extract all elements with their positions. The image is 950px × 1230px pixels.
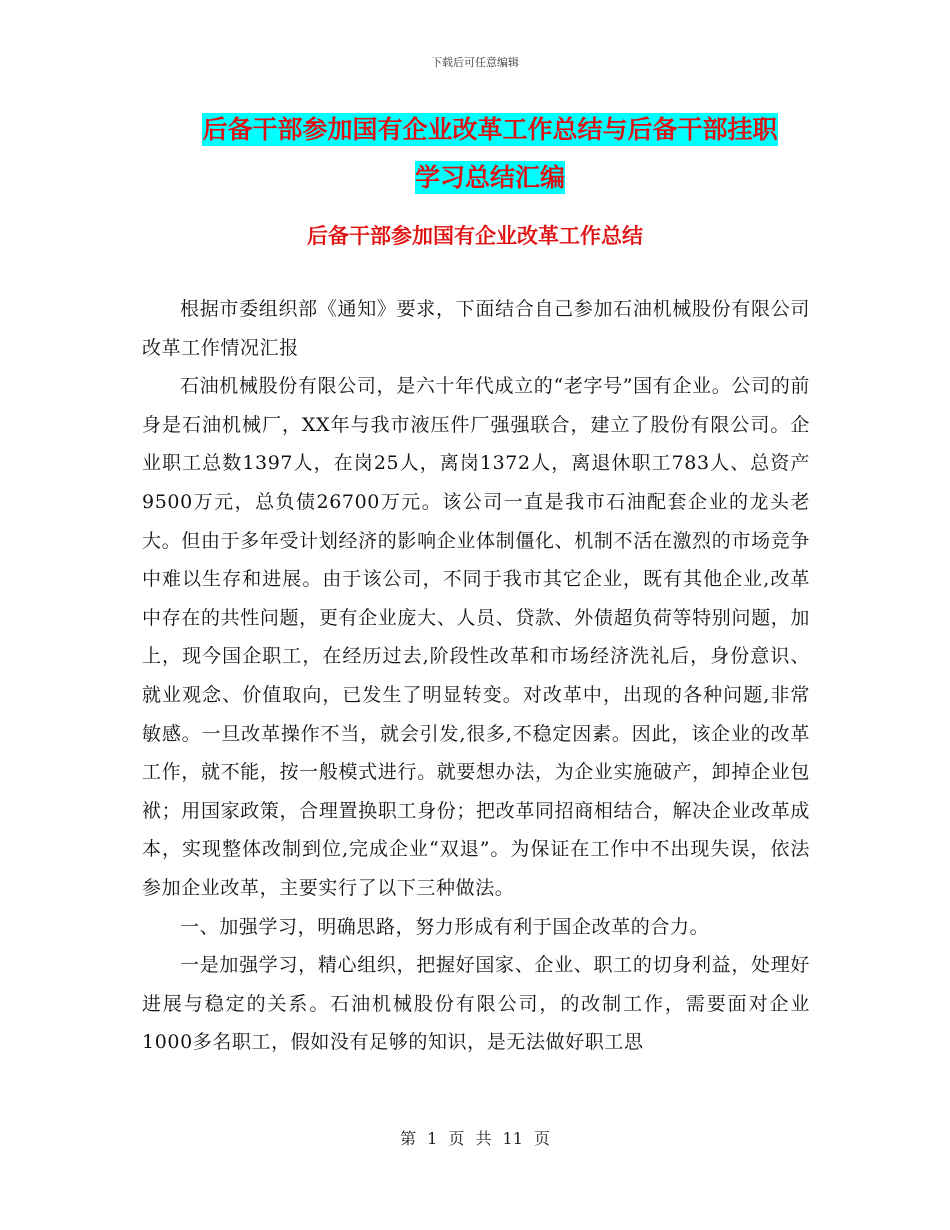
paragraph: 石油机械股份有限公司，是六十年代成立的“老字号”国有企业。公司的前身是石油机械厂，XX年与我市液压件厂强强联合，建立了股份有限公司。企业职工总数1397人，在岗25人，离岗1372人，离退休职工783人、总资产9500万元，总负债26700万元。该公司一直是我市石油配套企业的龙头老大。但由于多年受计划经济的影响企业体制僵化、机制不活在激烈的市场竞争中难以生存和进展。由于该公司，不同于我市其它企业，既有其他企业,改革中存在的共性问题，更有企业庞大、人员、贷款、外债超负荷等特别问题，加上，现今国企职工，在经历过去,阶段性改革和市场经济洗礼后，身份意识、就业观念、价值取向，已发生了明显转变。对改革中，出现的各种问题,非常敏感。一旦改革操作不当，就会引发,很多,不稳定因素。因此，该企业的改革工作，就不能，按一般模式进行。就要想办法，为企业实施破产，卸掉企业包袱；用国家政策，合理置换职工身份；把改革同招商相结合，解决企业改革成本，实现整体改制到位,完成企业“双退”。为保证在工作中不出现失误，依法参加企业改革，主要实行了以下三种做法。 [142,375,810,899]
document-title-line-1: 后备干部参加国有企业改革工作总结与后备干部挂职 [202,115,778,144]
page-number: 第 1 页 共 11 页 [400,1129,550,1148]
document-title-line-2: 学习总结汇编 [414,163,565,192]
paragraph: 根据市委组织部《通知》要求，下面结合自己参加石油机械股份有限公司改革工作情况汇报 [142,298,810,359]
section-title: 后备干部参加国有企业改革工作总结 [307,224,643,248]
body-text [142,290,810,1062]
paragraph: 一是加强学习，精心组织，把握好国家、企业、职工的切身利益，处理好进展与稳定的关系。石油机械股份有限公司，的改制工作，需要面对企业1000多名职工，假如没有足够的知识，是无法做好职工思 [142,954,810,1054]
document-title [175,106,805,202]
page-header-note: 下载后可任意编辑 [431,56,519,69]
paragraph: 一、加强学习，明确思路，努力形成有利于国企改革的合力。 [180,915,710,938]
